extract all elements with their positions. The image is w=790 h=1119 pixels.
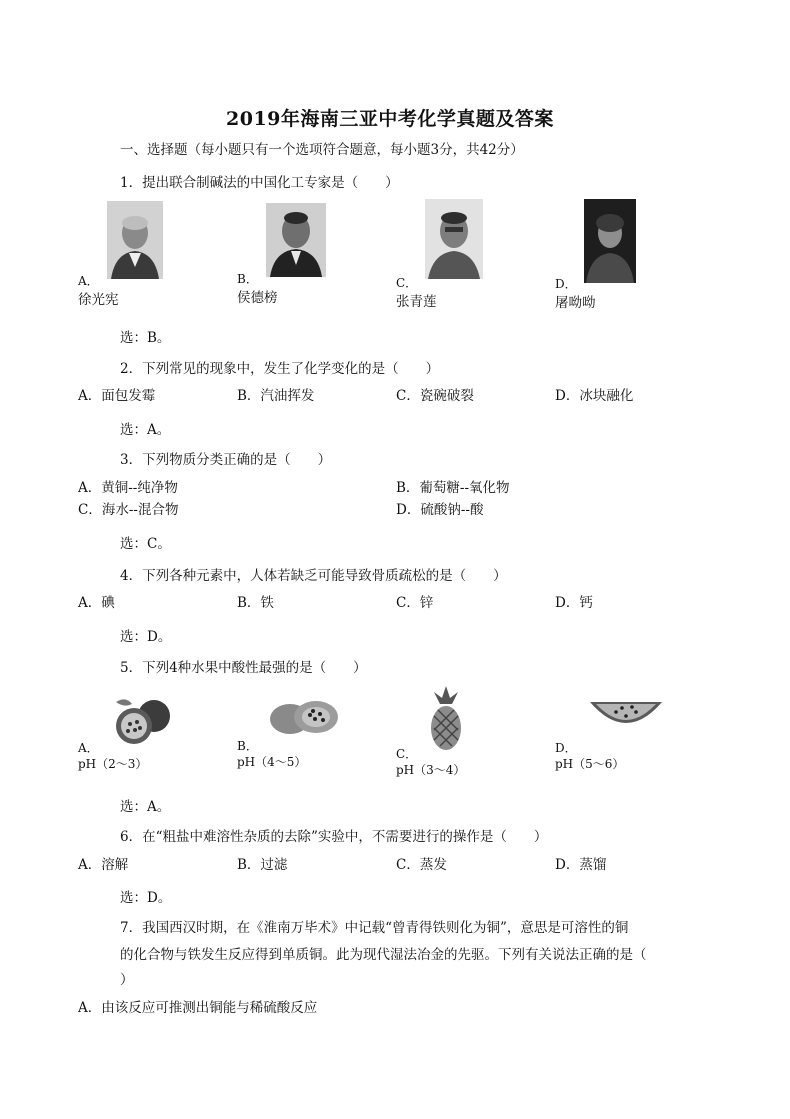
question-4-stem: 4．下列各种元素中，人体若缺乏可能导致骨质疏松的是（ ）	[120, 568, 507, 584]
q1-option-b-letter: B．	[237, 272, 258, 286]
q5-option-c-ph: pH（3～4）	[396, 763, 466, 777]
q6-option-a: A．溶解	[78, 857, 129, 873]
page-title: 2019年海南三亚中考化学真题及答案	[226, 108, 554, 130]
portrait-a-image	[107, 201, 163, 279]
question-2-stem: 2．下列常见的现象中，发生了化学变化的是（ ）	[120, 361, 440, 377]
q5-option-d-ph: pH（5～6）	[555, 757, 625, 771]
q6-option-d: D．蒸馏	[555, 857, 607, 873]
q5-option-c-letter: C．	[396, 747, 418, 761]
q2-option-d: D．冰块融化	[555, 388, 634, 404]
question-1-stem: 1．提出联合制碱法的中国化工专家是（ ）	[120, 175, 399, 191]
q1-option-d-letter: D．	[555, 277, 577, 291]
section-heading: 一、选择题（每小题只有一个选项符合题意，每小题3分，共42分）	[120, 142, 524, 158]
q1-option-a-name: 徐光宪	[78, 292, 119, 308]
q5-option-a-ph: pH（2～3）	[78, 757, 148, 771]
q1-option-c-letter: C．	[396, 276, 418, 290]
q6-option-b: B．过滤	[237, 857, 288, 873]
q2-option-b: B．汽油挥发	[237, 388, 315, 404]
passion-fruit-image	[106, 694, 172, 746]
q5-option-a-letter: A．	[78, 741, 99, 755]
q4-option-b: B．铁	[237, 595, 274, 611]
question-6-stem: 6．在“粗盐中难溶性杂质的去除”实验中，不需要进行的操作是（ ）	[120, 829, 548, 845]
q3-option-a: A．黄铜--纯净物	[78, 480, 178, 496]
q5-option-d-letter: D．	[555, 741, 577, 755]
q1-option-a-letter: A．	[78, 274, 99, 288]
portrait-c-image	[425, 199, 483, 279]
q4-answer: 选：D。	[120, 629, 172, 645]
q2-option-a: A．面包发霉	[78, 388, 156, 404]
q1-option-c-name: 张青莲	[396, 294, 437, 310]
question-7-stem-line-3: ）	[120, 972, 134, 988]
q5-option-b-ph: pH（4～5）	[237, 755, 307, 769]
question-5-stem: 5．下列4种水果中酸性最强的是（ ）	[120, 660, 367, 676]
question-7-stem-line-2: 的化合物与铁发生反应得到单质铜。此为现代湿法冶金的先驱。下列有关说法正确的是（	[120, 947, 647, 963]
q6-option-c: C．蒸发	[396, 857, 447, 873]
q2-answer: 选：A。	[120, 422, 171, 438]
q7-option-a: A．由该反应可推测出铜能与稀硫酸反应	[78, 1000, 318, 1016]
q4-option-c: C．锌	[396, 595, 434, 611]
q5-option-b-letter: B．	[237, 739, 258, 753]
q3-option-c: C．海水--混合物	[78, 502, 179, 518]
question-7-stem-line-1: 7．我国西汉时期，在《淮南万毕术》中记载“曾青得铁则化为铜”，意思是可溶性的铜	[120, 920, 629, 936]
q4-option-d: D．钙	[555, 595, 593, 611]
q5-answer: 选：A。	[120, 799, 171, 815]
pineapple-image	[428, 686, 464, 752]
portrait-b-image	[266, 203, 326, 277]
papaya-image	[268, 697, 340, 737]
q3-answer: 选：C。	[120, 536, 171, 552]
q3-option-b: B．葡萄糖--氧化物	[396, 480, 510, 496]
q1-answer: 选：B。	[120, 330, 171, 346]
q2-option-c: C．瓷碗破裂	[396, 388, 474, 404]
question-3-stem: 3．下列物质分类正确的是（ ）	[120, 452, 332, 468]
portrait-d-image	[584, 199, 636, 283]
q3-option-d: D．硫酸钠--酸	[396, 502, 484, 518]
watermelon-image	[588, 692, 664, 740]
q4-option-a: A．碘	[78, 595, 115, 611]
q1-option-d-name: 屠呦呦	[555, 295, 596, 311]
q1-option-b-name: 侯德榜	[237, 290, 278, 306]
q6-answer: 选：D。	[120, 890, 172, 906]
